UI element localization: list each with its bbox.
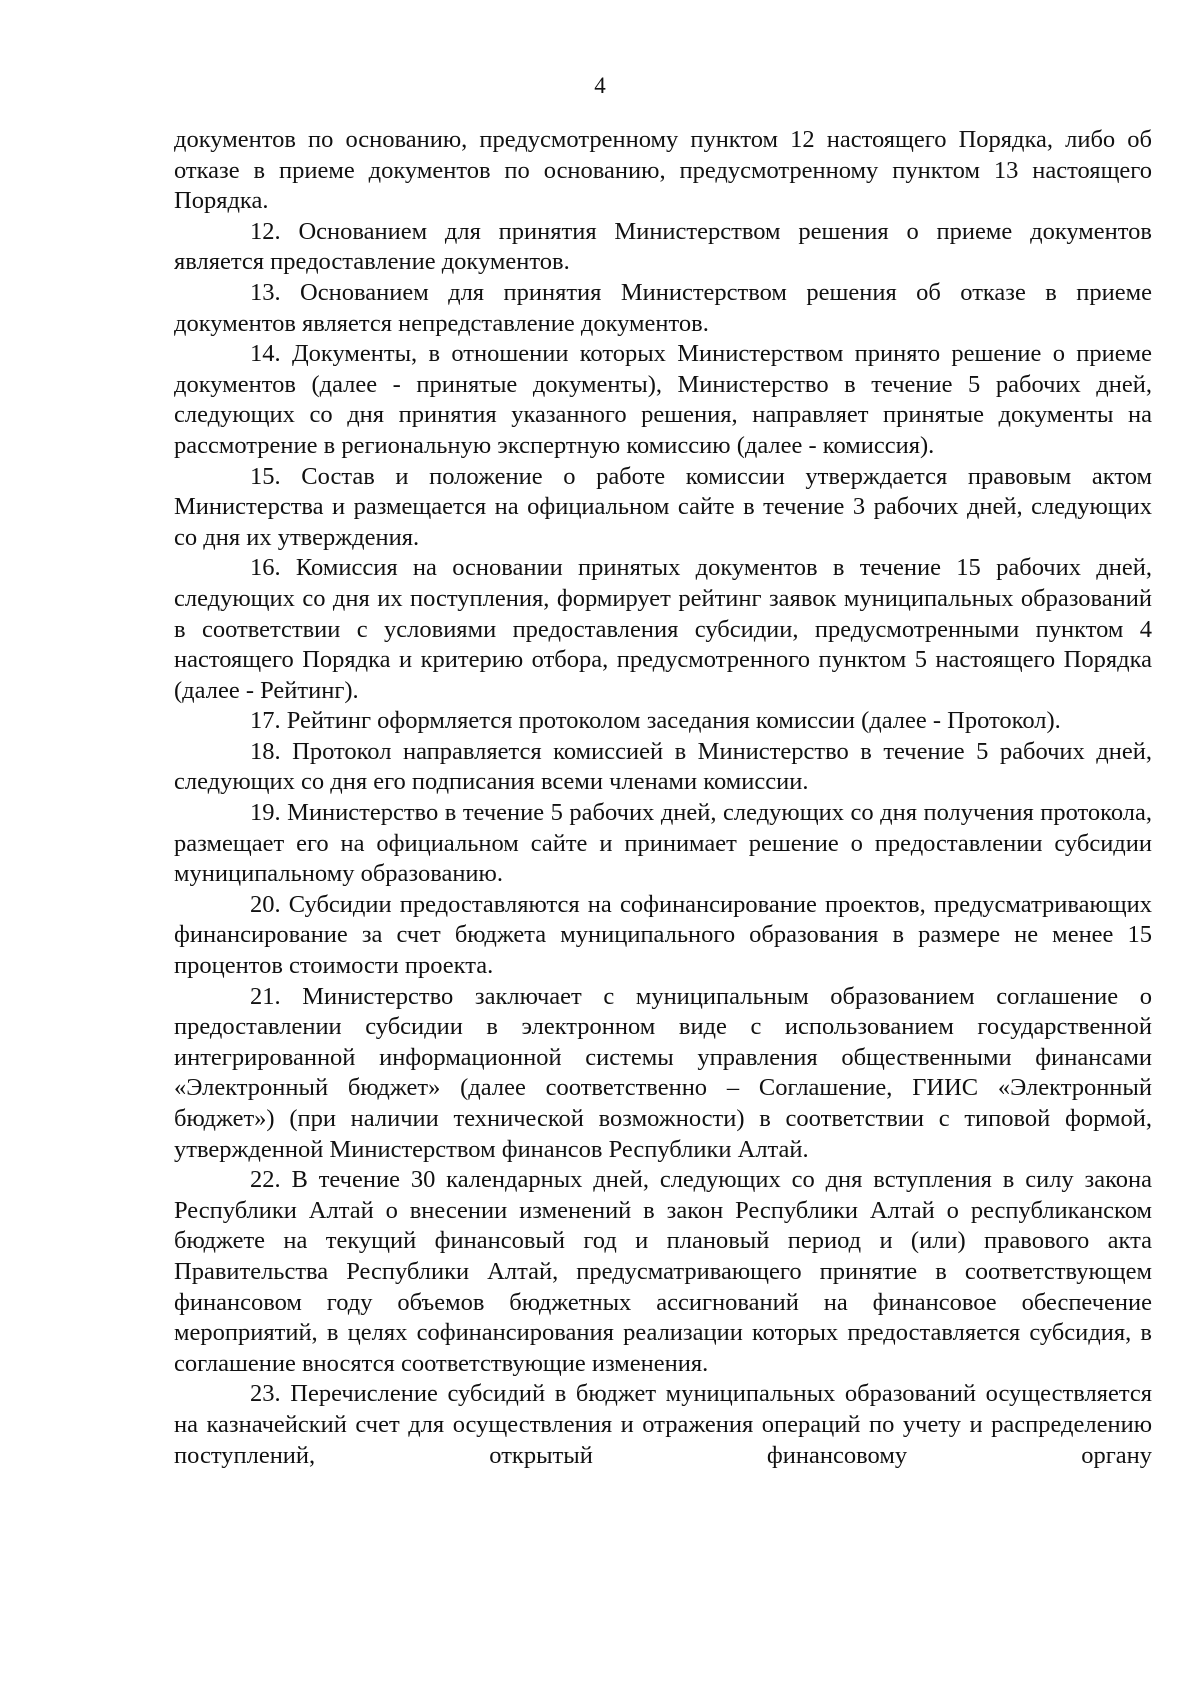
paragraph-20: 20. Субсидии предоставляются на софинансирование проектов, предусматривающих финансирование за счет бюджета муниципального образования в размере не менее 15 процентов стоимости проекта. [174,890,1152,980]
paragraph-15: 15. Состав и положение о работе комиссии утверждается правовым актом Министерства и размещается на официальном сайте в течение 3 рабочих дней, следующих со дня их утверждения. [174,462,1152,551]
paragraph-13: 13. Основанием для принятия Министерством решения об отказе в приеме документов является непредставление документов. [174,278,1152,337]
paragraph-23: 23. Перечисление субсидий в бюджет муниципальных образований осуществляется на казначейский счет для осуществления и отражения операций по учету и распределению поступлений, открытый финансовому органу [174,1380,1152,1469]
paragraph-22: 22. В течение 30 календарных дней, следующих со дня вступления в силу закона Республики Алтай о внесении изменений в закон Республики Алтай о республиканском бюджете на текущий финансовый год и плановый период и (или) правового акта Правительства Республики Алтай, предусматривающего принятие в соответствующем финансовом году объемов бюджетных ассигнований на финансовое обеспечение мероприятий, в целях софинансирования реализации которых предоставляется субсидия, в соглашение вносятся соответствующие изменения. [174,1166,1152,1377]
paragraph-continuation: документов по основанию, предусмотренному пунктом 12 настоящего Порядка, либо об отказе в приеме документов по основанию, предусмотренному пунктом 13 настоящего Порядка. [174,126,1152,215]
paragraph-19: 19. Министерство в течение 5 рабочих дней, следующих со дня получения протокола, размещает его на официальном сайте и принимает решение о предоставлении субсидии муниципальному образованию. [174,799,1152,888]
paragraph-16: 16. Комиссия на основании принятых документов в течение 15 рабочих дней, следующих со дня их поступления, формирует рейтинг заявок муниципальных образований в соответствии с условиями предоставления субсидии, предусмотренными пунктом 4 настоящего Порядка и критерию отбора, предусмотренного пунктом 5 настоящего Порядка (далее - Рейтинг). [174,554,1152,704]
page-number: 4 [594,73,606,98]
paragraph-17: 17. Рейтинг оформляется протоколом заседания комиссии (далее - Протокол). [250,707,1061,735]
document-body [174,125,1152,1471]
paragraph-12: 12. Основанием для принятия Министерством решения о приеме документов является предоставление документов. [174,217,1152,276]
paragraph-18: 18. Протокол направляется комиссией в Министерство в течение 5 рабочих дней, следующих со дня его подписания всеми членами комиссии. [174,737,1152,796]
paragraph-14: 14. Документы, в отношении которых Министерством принято решение о приеме документов (далее - принятые документы), Министерство в течение 5 рабочих дней, следующих со дня принятия указанного решения, направляет принятые документы на рассмотрение в региональную экспертную комиссию (далее - комиссия). [174,340,1152,459]
paragraph-21: 21. Министерство заключает с муниципальным образованием соглашение о предоставлении субсидии в электронном виде с использованием государственной интегрированной информационной системы управления общественными финансами «Электронный бюджет» (далее соответственно – Соглашение, ГИИС «Электронный бюджет») (при наличии технической возможности) в соответствии с типовой формой, утвержденной Министерством финансов Республики Алтай. [174,982,1152,1163]
